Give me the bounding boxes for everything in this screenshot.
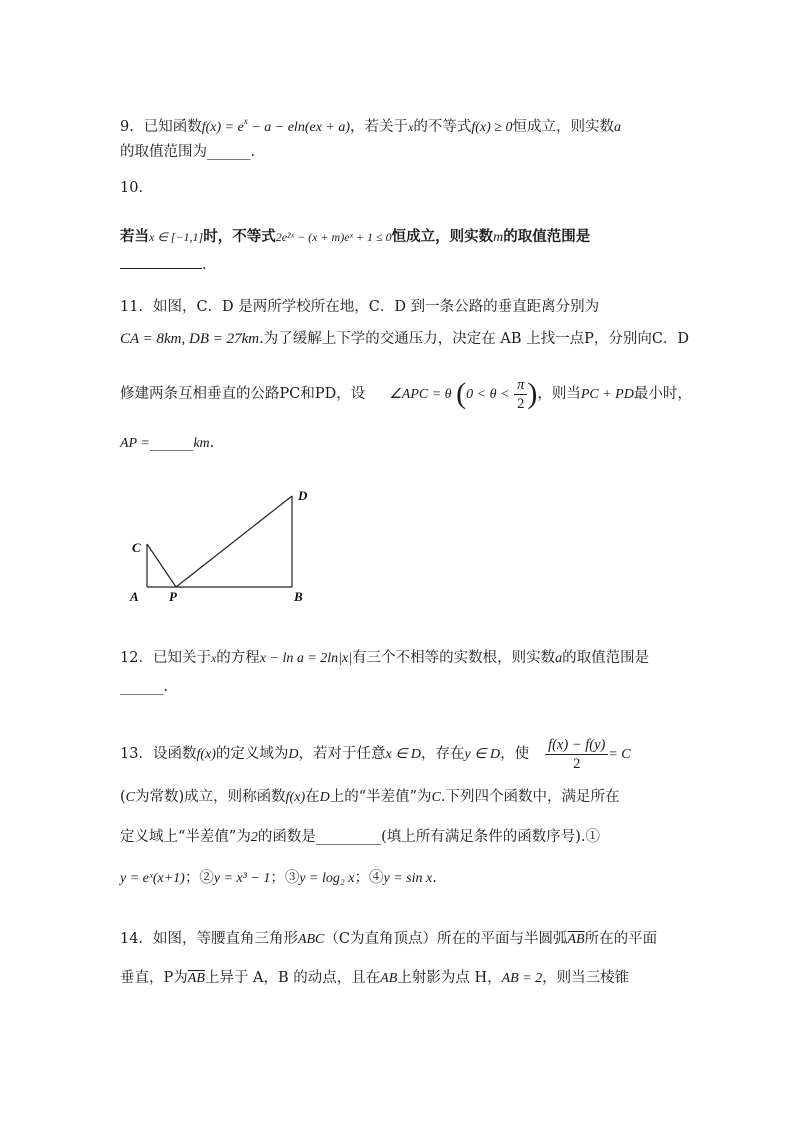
q13-line2: (C为常数)成立，则称函数f(x)在D上的“半差值”为C.下列四个函数中，满足所在 xyxy=(120,789,620,805)
q11-line2: CA = 8km, DB = 27km.为了缓解上下学的交通压力，决定在 AB 上找一点P，分别向C．D xyxy=(120,331,690,347)
q13-fraction: $\frac{f(x) - f(y)}{2}$ xyxy=(545,736,608,773)
segment-cp xyxy=(147,544,176,587)
q13-line3: 定义域上“半差值”为2的函数是_________(填上所有满足条件的函数序号).① xyxy=(120,829,600,845)
q13-line4: y = eˣ(x+1)；②y = x³ − 1；③y = log₂ x；④y = sin x. xyxy=(120,870,437,886)
q9-line2: 的取值范围为______. xyxy=(120,144,256,160)
q13-func-4: y = sin x xyxy=(383,871,433,886)
q10-answer-blank: . xyxy=(120,254,207,276)
q12-line1: 12．已知关于x的方程x − ln a = 2ln|x|有三个不相等的实数根，则实数a的取值范围是 xyxy=(120,650,650,666)
q10-domain: x ∈ [−1,1] xyxy=(149,230,204,244)
q9-line1: 9．已知函数$f(x) = e^x - a - eln(ex + a)$，若关于x的不等式f(x) ≥ 0恒成立，则实数a xyxy=(120,116,621,135)
q13-line1: 13．设函数f(x)的定义域为D，若对于任意x ∈ D，存在y ∈ D，使 $\frac{f(x) - f(y)}{2}$ = C xyxy=(120,736,631,772)
q9-function: $f(x) = e^x - a - eln(ex + a)$ xyxy=(201,116,351,135)
q10-line1: 若当x ∈ [−1,1]时，不等式2e²ˣ − (x + m)eˣ + 1 ≤ 0恒成立，则实数m的取值范围是 xyxy=(120,228,591,245)
q13-func-1: y = eˣ(x+1) xyxy=(120,871,185,886)
q11-angle: ∠APC = θ xyxy=(389,387,452,402)
q12-line2: ______. xyxy=(120,679,169,695)
label-a: A xyxy=(130,589,139,604)
q14-line2: 垂直，P为$\overline{AB}$上异于 A，B 的动点，且在AB上射影为点 H，AB = 2，则当三棱锥 xyxy=(120,970,630,986)
q11-line3: 修建两条互相垂直的公路PC和PD，设 ∠APC = θ (0 < θ < $\frac{\pi}{2}$ )，则当PC + PD最小时， xyxy=(120,376,692,412)
q12-equation: x − ln a = 2ln|x| xyxy=(259,651,353,666)
label-c: C xyxy=(132,540,141,555)
label-p: P xyxy=(169,589,177,604)
label-d: D xyxy=(298,488,308,503)
q14-line1: 14．如图，等腰直角三角形ABC（C为直角顶点）所在的平面与半圆弧$\overline{AB}$所在的平面 xyxy=(120,931,658,947)
q11-pi-over-2: $\frac{\pi}{2}$ xyxy=(514,376,527,413)
q11-answer: AP =______km. xyxy=(120,435,215,451)
q10-number: 10． xyxy=(120,180,153,196)
q11-distances: CA = 8km, DB = 27km xyxy=(120,331,260,347)
segment-pd xyxy=(176,496,292,587)
q11-figure xyxy=(120,480,320,610)
q13-func-2: y = x³ − 1 xyxy=(213,871,271,886)
q11-line1: 11．如图，C．D 是两所学校所在地，C．D 到一条公路的垂直距离分别为 xyxy=(120,299,600,315)
q9-number: 9．已知函数 xyxy=(120,119,202,135)
q9-inequality: f(x) ≥ 0 xyxy=(471,120,513,135)
q13-func-3: y = log₂ x xyxy=(299,871,355,886)
q10-inequality: 2e²ˣ − (x + m)eˣ + 1 ≤ 0 xyxy=(275,230,392,244)
label-b: B xyxy=(294,589,303,604)
q14-arc: $\overline{AB}$ xyxy=(567,932,585,947)
